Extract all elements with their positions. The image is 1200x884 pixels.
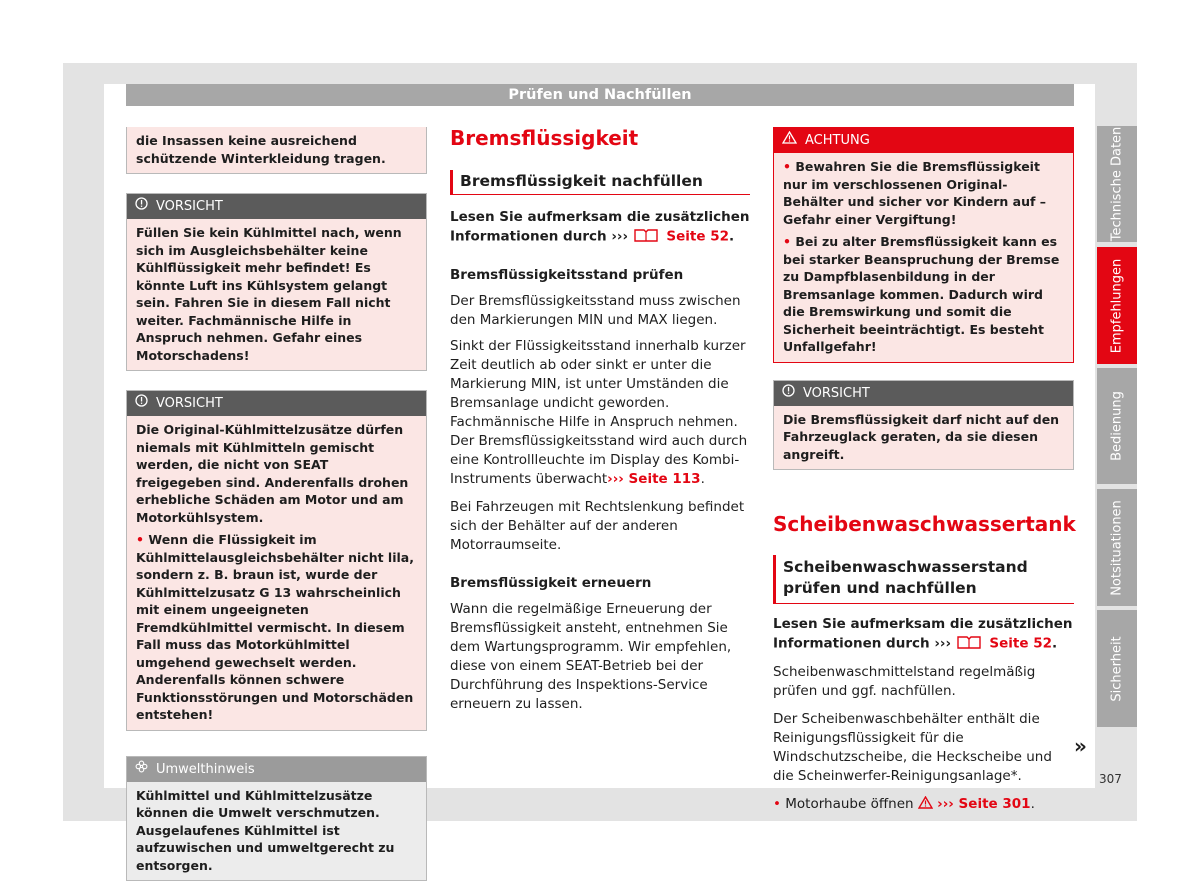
bullet-marker: • — [773, 795, 781, 812]
bullet-item — [773, 795, 1074, 814]
vorsicht-header — [127, 194, 426, 219]
section-subtitle — [450, 170, 750, 195]
intro-text — [450, 208, 750, 247]
page-link[interactable]: Seite 52 — [666, 228, 730, 245]
book-reference-icon — [633, 227, 659, 246]
section-title: Scheibenwaschwassertank — [773, 512, 1076, 536]
tab-label: Technische Daten — [1109, 126, 1125, 242]
achtung-title: ACHTUNG — [805, 133, 870, 148]
paragraph: Der Bremsflüssigkeitsstand muss zwischen den Markierungen MIN und MAX liegen. — [450, 292, 741, 328]
paragraph: Bei Fahrzeugen mit Rechtslenkung befindet sich der Behälter auf der anderen Motorraumseite. — [450, 498, 745, 553]
punctuation: . — [1030, 795, 1035, 812]
book-reference-icon — [956, 634, 982, 653]
achtung-bullet-item — [783, 233, 1064, 356]
vorsicht-box-1 — [126, 193, 427, 371]
top-note-text: die Insassen keine ausreichend schützende Winterkleidung tragen. — [136, 133, 386, 166]
tab-empfehlungen[interactable] — [1097, 247, 1137, 364]
section-subtitle — [773, 555, 1074, 604]
umwelthinweis-title: Umwelthinweis — [156, 761, 255, 777]
page-link[interactable]: ››› Seite 113 — [607, 470, 701, 487]
info-circle-icon — [135, 194, 148, 219]
vorsicht-text: Die Original-Kühlmittelzusätze dürfen niemals mit Kühlmitteln gemischt werden, die nicht von SEAT freigegeben sind. Anderenfalls drohen erhebliche Schäden am Motor und am Motorkühlsystem. — [136, 422, 409, 525]
punctuation: . — [729, 228, 735, 245]
vorsicht-header — [127, 391, 426, 416]
subtitle-text: Scheibenwaschwasserstand prüfen und nachfüllen — [783, 558, 1028, 597]
arrow-glyph: ››› — [934, 635, 952, 652]
achtung-header — [774, 128, 1073, 153]
vorsicht-bullet-item — [136, 531, 417, 724]
tab-label: Notsituationen — [1109, 499, 1125, 596]
vorsicht-text: Wenn die Flüssigkeit im Kühlmittelausgleichsbehälter nicht lila, sondern z. B. braun ist, wurde der Kühlmittelzusatz G 13 wahrscheinlich mit einem ungeeigneten Fremdkühlmittel vermischt. In diesem Fall muss das Motorkühlmittel umgehend gewechselt werden. Anderenfalls können schwere Funktionsstörungen und Motorschäden entstehen! — [136, 532, 414, 722]
paragraph — [450, 337, 750, 489]
page-link[interactable]: ››› Seite 301 — [937, 795, 1031, 812]
vorsicht-box-3 — [773, 380, 1074, 471]
punctuation: . — [1052, 635, 1058, 652]
intro-label: Lesen Sie aufmerksam die zusätzlichen Informationen durch — [450, 209, 750, 245]
vorsicht-text: Füllen Sie kein Kühlmittel nach, wenn sich im Ausgleichsbehälter keine Kühlflüssigkeit mehr befindet! Es könnte Luft ins Kühlsystem gelangt sein. Fahren Sie in diesem Fall nicht weiter. Fachmännische Hilfe in Anspruch nehmen. Gefahr eines Motorschadens! — [136, 225, 402, 363]
warning-triangle-icon — [782, 128, 797, 153]
vorsicht-box-2 — [126, 390, 427, 731]
subheading-check: Bremsflüssigkeitsstand prüfen — [450, 266, 684, 283]
achtung-text: Bewahren Sie die Bremsflüssigkeit nur im verschlossenen Original-Behälter und sicher vor Kindern auf – Gefahr einer Vergiftung! — [783, 159, 1047, 227]
achtung-box — [773, 127, 1074, 363]
vorsicht-text: Die Bremsflüssigkeit darf nicht auf den Fahrzeuglack geraten, da sie diesen angreift. — [783, 411, 1060, 462]
vorsicht-title: VORSICHT — [156, 396, 223, 411]
umwelthinweis-header — [127, 757, 426, 782]
warning-triangle-icon — [918, 796, 933, 812]
page-header: Prüfen und Nachfüllen — [126, 84, 1074, 106]
paragraph: Scheibenwaschmittelstand regelmäßig prüfen und ggf. nachfüllen. — [773, 663, 1036, 699]
tab-bedienung[interactable] — [1097, 368, 1137, 484]
tab-label: Sicherheit — [1109, 635, 1125, 702]
tab-label: Empfehlungen — [1109, 258, 1125, 353]
info-circle-icon — [782, 381, 795, 406]
paragraph: Der Scheibenwaschbehälter enthält die Reinigungsflüssigkeit für die Windschutzscheibe, die Heckscheibe und die Scheinwerfer-Reinigungsanlage*. — [773, 710, 1052, 784]
page-link[interactable]: Seite 52 — [989, 635, 1053, 652]
right-column — [773, 127, 1074, 814]
paragraph-text: Sinkt der Flüssigkeitsstand innerhalb kurzer Zeit deutlich ab oder sinkt er unter die Markierung MIN, ist unter Umständen die Bremsanlage undicht geworden. Fachmännische Hilfe in Anspruch nehmen. Der Bremsflüssigkeitsstand wird auch durch eine Kontrollleuchte im Display des Kombi-Instruments überwacht — [450, 337, 748, 487]
vorsicht-header — [774, 381, 1073, 406]
tab-notsituationen[interactable] — [1097, 489, 1137, 606]
tab-technische-daten[interactable] — [1097, 126, 1137, 242]
continue-arrow: » — [1074, 734, 1087, 758]
left-column — [126, 127, 427, 881]
tab-label: Bedienung — [1109, 391, 1125, 461]
page-number: 307 — [1099, 772, 1122, 786]
tab-sicherheit[interactable] — [1097, 610, 1137, 727]
flower-icon — [135, 757, 148, 782]
subtitle-text: Bremsflüssigkeit nachfüllen — [460, 172, 703, 190]
bullet-marker: • — [783, 234, 791, 249]
middle-column — [450, 126, 750, 714]
arrow-glyph: ››› — [611, 228, 629, 245]
intro-text — [773, 615, 1074, 654]
vorsicht-title: VORSICHT — [803, 385, 870, 401]
section-title: Bremsflüssigkeit — [450, 126, 639, 150]
intro-label: Lesen Sie aufmerksam die zusätzlichen Informationen durch — [773, 616, 1073, 652]
info-circle-icon — [135, 391, 148, 416]
bullet-marker: • — [136, 532, 144, 547]
top-note-box — [126, 127, 427, 174]
achtung-bullet-item — [783, 158, 1064, 228]
vorsicht-title: VORSICHT — [156, 199, 223, 214]
umwelthinweis-text: Kühlmittel und Kühlmittelzusätze können die Umwelt verschmutzen. Ausgelaufenes Kühlmittel ist aufzuwischen und umweltgerecht zu entsorgen. — [136, 787, 395, 873]
umwelthinweis-box — [126, 756, 427, 882]
achtung-text: Bei zu alter Bremsflüssigkeit kann es bei starker Beanspruchung der Bremse zu Dampfblasenbildung in der Bremsanlage kommen. Dadurch wird die Bremswirkung und somit die Sicherheit beeinträchtigt. Es besteht Unfallgefahr! — [783, 234, 1060, 354]
bullet-marker: • — [783, 159, 791, 174]
punctuation: . — [700, 470, 705, 487]
subheading-renew: Bremsflüssigkeit erneuern — [450, 574, 652, 591]
paragraph: Wann die regelmäßige Erneuerung der Bremsflüssigkeit ansteht, entnehmen Sie dem Wartungsprogramm. Wir empfehlen, diese von einem SEAT-Betrieb bei der Durchführung des Inspektions-Service erneuern zu lassen. — [450, 600, 732, 712]
bullet-text: Motorhaube öffnen — [785, 795, 914, 812]
